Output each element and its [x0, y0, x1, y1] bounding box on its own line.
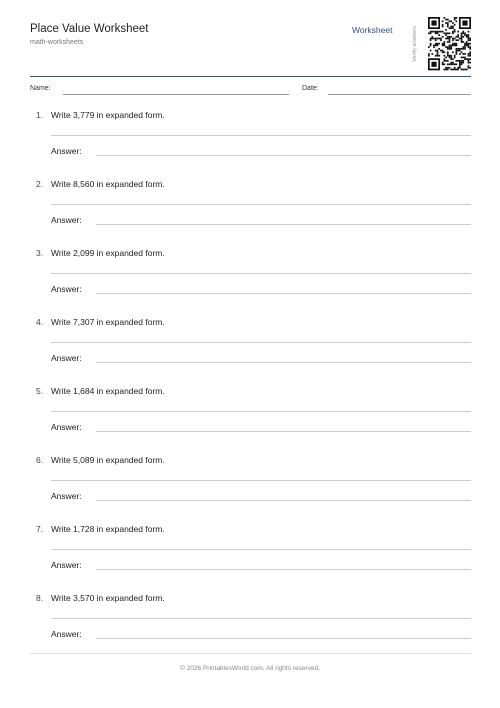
question-text: Write 1,728 in expanded form.	[51, 524, 165, 534]
date-label: Date:	[302, 85, 319, 92]
name-field[interactable]	[63, 94, 289, 95]
answer-label: Answer:	[51, 491, 82, 501]
question-text: Write 1,684 in expanded form.	[51, 386, 165, 396]
page-title: Place Value Worksheet	[30, 23, 149, 35]
header-divider	[30, 76, 471, 77]
verify-answers-label: Verify answers	[412, 26, 418, 62]
answer-label: Answer:	[51, 284, 82, 294]
footer-copyright: © 2026 PrintablesWorld.com. All rights reserved.	[180, 665, 320, 672]
answer-field[interactable]	[96, 155, 471, 156]
question-number: 6.	[36, 455, 44, 465]
question-number: 8.	[36, 593, 44, 603]
question-item	[30, 593, 471, 653]
question-item	[30, 317, 471, 377]
work-line[interactable]	[51, 135, 471, 136]
date-field[interactable]	[328, 94, 471, 95]
question-number: 2.	[36, 179, 44, 189]
question-text: Write 8,560 in expanded form.	[51, 179, 165, 189]
question-item	[30, 179, 471, 239]
question-item	[30, 248, 471, 308]
answer-field[interactable]	[96, 431, 471, 432]
work-line[interactable]	[51, 204, 471, 205]
question-text: Write 2,099 in expanded form.	[51, 248, 165, 258]
answer-field[interactable]	[96, 362, 471, 363]
question-number: 1.	[36, 110, 44, 120]
question-number: 7.	[36, 524, 44, 534]
answer-field[interactable]	[96, 569, 471, 570]
question-item	[30, 110, 471, 170]
work-line[interactable]	[51, 273, 471, 274]
question-text: Write 7,307 in expanded form.	[51, 317, 165, 327]
question-text: Write 3,779 in expanded form.	[51, 110, 165, 120]
question-item	[30, 524, 471, 584]
answer-label: Answer:	[51, 215, 82, 225]
question-number: 5.	[36, 386, 44, 396]
question-text: Write 3,570 in expanded form.	[51, 593, 165, 603]
answer-field[interactable]	[96, 293, 471, 294]
answer-label: Answer:	[51, 629, 82, 639]
answer-label: Answer:	[51, 560, 82, 570]
question-number: 3.	[36, 248, 44, 258]
answer-label: Answer:	[51, 146, 82, 156]
worksheet-badge: Worksheet	[352, 25, 393, 35]
answer-label: Answer:	[51, 353, 82, 363]
footer-divider	[30, 653, 471, 654]
work-line[interactable]	[51, 549, 471, 550]
name-date-row	[30, 85, 471, 97]
question-item	[30, 455, 471, 515]
work-line[interactable]	[51, 411, 471, 412]
work-line[interactable]	[51, 342, 471, 343]
question-item	[30, 386, 471, 446]
answer-field[interactable]	[96, 224, 471, 225]
question-text: Write 5,089 in expanded form.	[51, 455, 165, 465]
qr-code-icon[interactable]	[428, 17, 471, 72]
work-line[interactable]	[51, 618, 471, 619]
page-subtitle: math-worksheets	[30, 39, 84, 46]
answer-field[interactable]	[96, 638, 471, 639]
answer-field[interactable]	[96, 500, 471, 501]
name-label: Name:	[30, 85, 51, 92]
answer-label: Answer:	[51, 422, 82, 432]
work-line[interactable]	[51, 480, 471, 481]
question-number: 4.	[36, 317, 44, 327]
